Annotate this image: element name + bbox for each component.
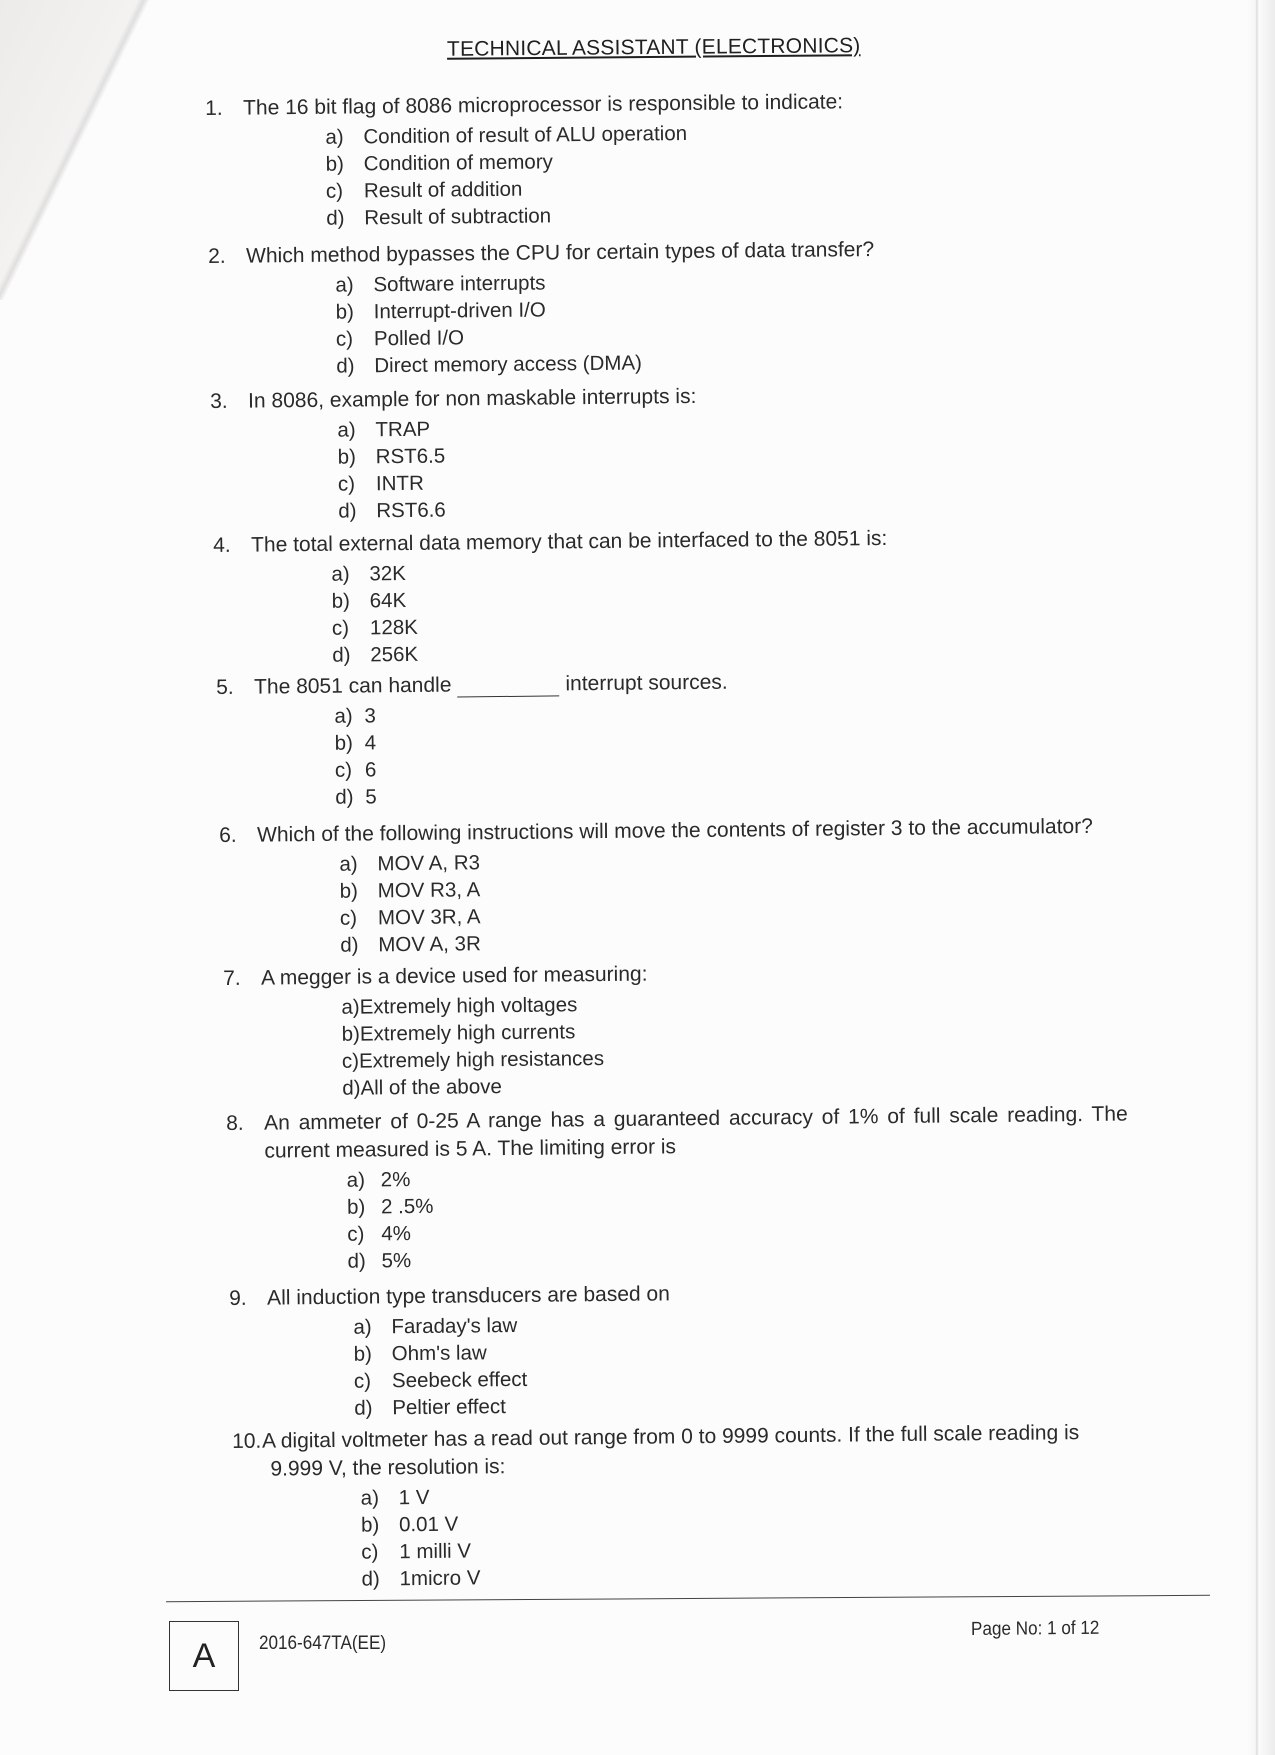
option-b: b) Condition of memory [325, 150, 553, 176]
option-a: a) 32K [331, 561, 407, 586]
options-list [325, 120, 688, 232]
option-d: d) Result of subtraction [326, 204, 552, 230]
question-stem: A megger is a device used for measuring: [260, 962, 648, 990]
options-list [339, 849, 481, 958]
option-a: a) 2% [346, 1168, 411, 1192]
footer-divider [166, 1595, 1210, 1602]
option-b: b) 0.01 V [360, 1512, 459, 1537]
option-a: a) Software interrupts [335, 271, 546, 297]
question-stem: The 16 bit flag of 8086 microprocessor is responsible to indicate: [242, 90, 844, 120]
option-d: d) 5 [335, 785, 377, 809]
option-c: c) Result of addition [325, 177, 523, 203]
option-b: b) RST6.5 [337, 444, 446, 469]
question-stem: All induction type transducers are based on [266, 1282, 670, 1310]
option-a: a)Extremely high voltages [341, 993, 578, 1019]
option-c: c) MOV 3R, A [339, 905, 481, 930]
option-b: b) Interrupt-driven I/O [335, 298, 546, 324]
option-a: a) MOV A, R3 [339, 851, 481, 876]
options-list [341, 991, 604, 1102]
option-c: c) Seebeck effect [353, 1367, 528, 1393]
option-b: b) 4 [334, 731, 377, 755]
question-number: 9. [229, 1286, 247, 1310]
option-b: b) 64K [331, 588, 407, 613]
options-list [337, 416, 446, 525]
option-d: d) 5% [347, 1249, 412, 1273]
options-list [361, 1483, 481, 1592]
page-edge [1247, 0, 1275, 1755]
option-b: b)Extremely high currents [341, 1020, 576, 1046]
option-b: b) 2 .5% [346, 1194, 434, 1219]
question-number: 10. [232, 1429, 262, 1453]
fill-in-blank [457, 677, 559, 697]
question-number: 4. [213, 533, 231, 557]
question-stem: A digital voltmeter has a read out range from 0 to 9999 counts. If the full scale reading is [261, 1421, 1080, 1453]
option-c: c) 4% [347, 1222, 412, 1246]
option-d: d) RST6.6 [338, 498, 446, 523]
option-c: c) 128K [331, 615, 418, 640]
option-a: a) TRAP [337, 417, 431, 442]
question-stem-line-2: 9.999 V, the resolution is: [270, 1455, 506, 1481]
question-stem: Which method bypasses the CPU for certain types of data transfer? [245, 238, 875, 268]
option-c: c) INTR [337, 471, 424, 496]
folded-page-corner [0, 0, 160, 300]
options-list [334, 702, 377, 810]
option-c: c) 1 milli V [361, 1539, 472, 1564]
option-a: a) 3 [334, 704, 376, 728]
option-d: d) Direct memory access (DMA) [336, 351, 643, 378]
option-a: a) Condition of result of ALU operation [325, 121, 688, 149]
question-number: 1. [205, 96, 223, 120]
question-number: 6. [219, 823, 237, 847]
option-d: d)All of the above [342, 1075, 502, 1100]
options-list [347, 1166, 435, 1275]
options-list [353, 1312, 527, 1422]
option-c: c) Polled I/O [335, 326, 465, 351]
option-a: a) 1 V [360, 1485, 430, 1510]
question-stem: An ammeter of 0-25 A range has a guaranteed accuracy of 1% of full scale reading. The [263, 1102, 1128, 1135]
options-list [335, 268, 642, 379]
option-c: c) 6 [334, 758, 377, 782]
option-a: a) Faraday's law [353, 1313, 518, 1339]
question-number: 3. [210, 389, 228, 413]
question-stem-line-2: current measured is 5 A. The limiting error is [264, 1135, 677, 1163]
page-number: Page No: 1 of 12 [970, 1617, 1100, 1640]
paper-code: 2016-647TA(EE) [259, 1633, 387, 1654]
question-stem: Which of the following instructions will move the contents of register 3 to the accumulator? [256, 814, 1093, 847]
question-stem: The total external data memory that can be interfaced to the 8051 is: [250, 526, 888, 557]
option-d: d) 1micro V [361, 1566, 481, 1591]
option-d: d) 256K [332, 642, 419, 667]
question-number: 7. [223, 966, 241, 990]
options-list [331, 560, 418, 669]
page-title: TECHNICAL ASSISTANT (ELECTRONICS) [446, 34, 861, 61]
option-d: d) Peltier effect [354, 1395, 506, 1420]
question-stem: The 8051 can handle interrupt sources. [253, 670, 728, 699]
option-b: b) Ohm's law [353, 1341, 487, 1366]
set-code-box: A [169, 1621, 239, 1691]
question-number: 2. [208, 244, 226, 268]
question-number: 5. [216, 675, 234, 699]
question-number: 8. [226, 1111, 244, 1135]
option-c: c)Extremely high resistances [341, 1047, 605, 1073]
question-stem: In 8086, example for non maskable interrupts is: [247, 384, 697, 413]
option-b: b) MOV R3, A [339, 878, 481, 903]
option-d: d) MOV A, 3R [340, 932, 481, 957]
